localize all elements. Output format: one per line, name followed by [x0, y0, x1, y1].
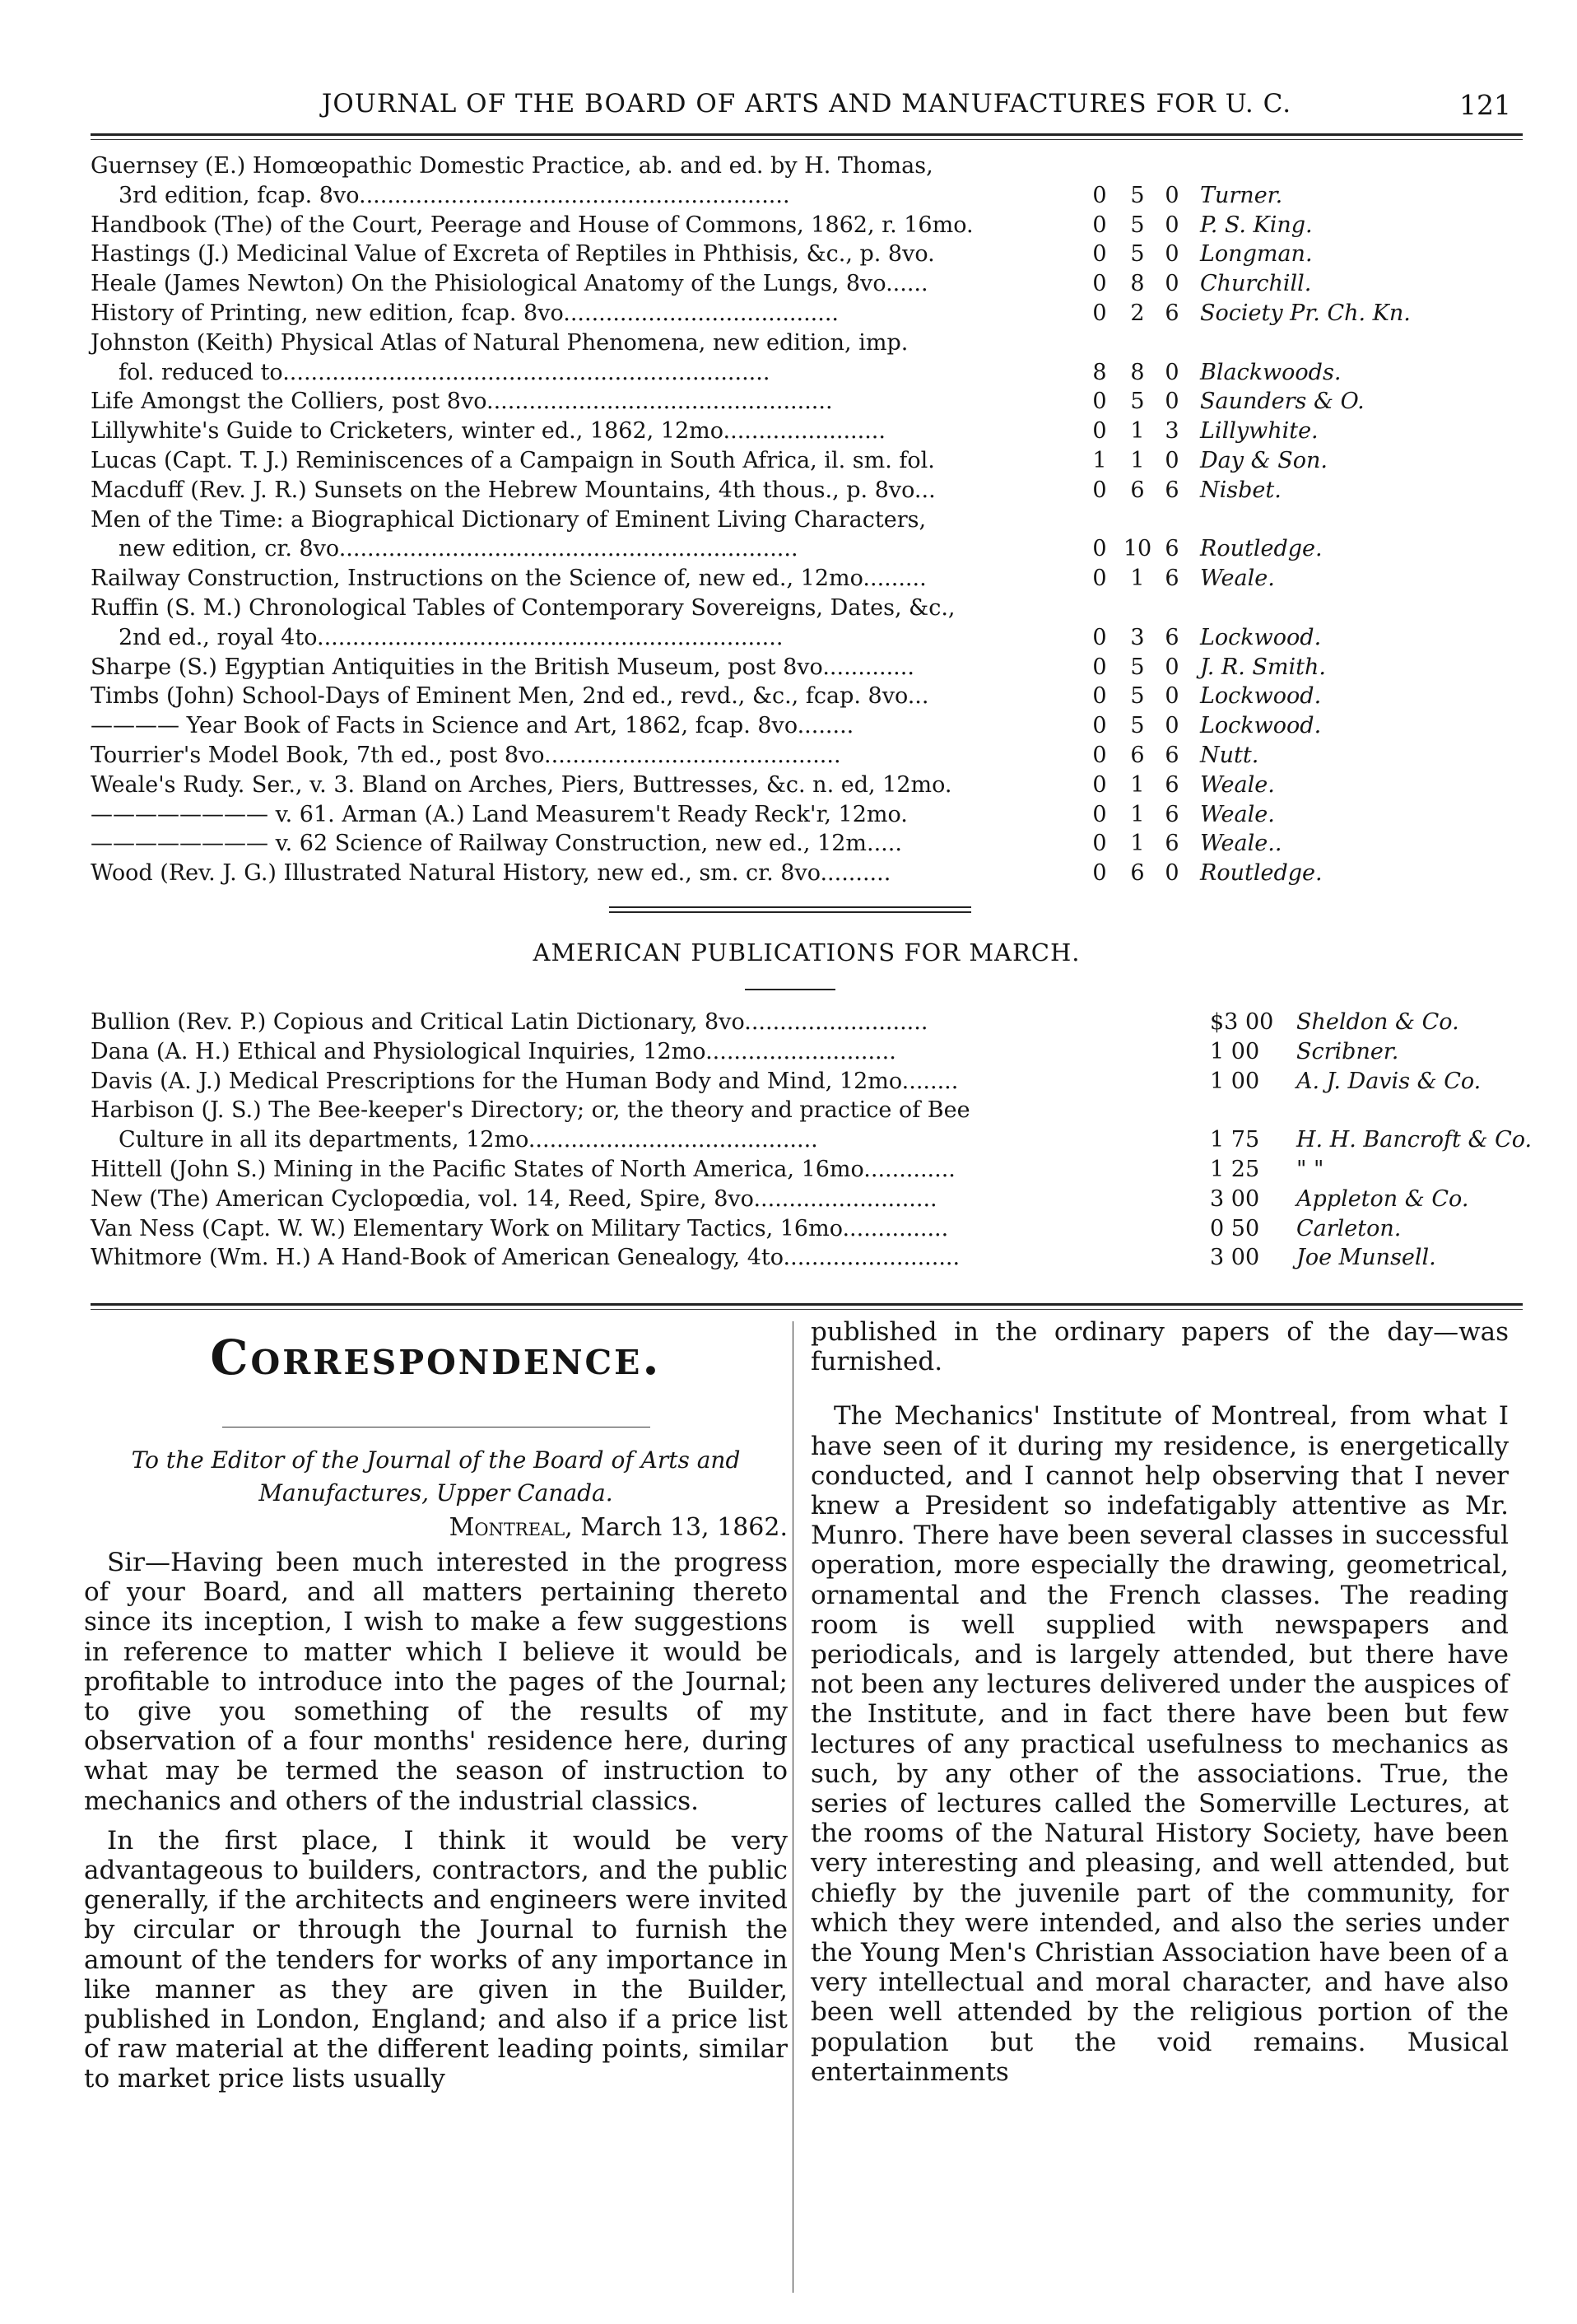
- publisher: Blackwoods.: [1200, 359, 1342, 385]
- list-item: [91, 741, 1523, 771]
- list-item: [91, 151, 1523, 211]
- price-pence: 3: [1165, 418, 1179, 445]
- section-divider-2: [609, 911, 971, 913]
- entry-title-line: Dana (A. H.) Ethical and Physiological Inquiries, 12mo...........................: [91, 1038, 896, 1064]
- letter-continuation: published in the ordinary papers of the day—was furnished.: [811, 1317, 1509, 1377]
- price-dollars: 1 75: [1210, 1127, 1260, 1153]
- price-shillings: 1: [1130, 771, 1145, 798]
- list-item: [91, 211, 1523, 240]
- entry-title: [91, 564, 1082, 594]
- entry-title-line: Lucas (Capt. T. J.) Reminiscences of a Campaign in South Africa, il. sm. fol.: [91, 447, 935, 473]
- price-pounds: 0: [1092, 771, 1107, 798]
- list-item: [91, 1185, 1523, 1214]
- publisher: " ": [1296, 1156, 1324, 1182]
- publisher: Longman.: [1200, 241, 1313, 268]
- price-shillings: 8: [1130, 271, 1145, 297]
- entry-title-line: ———— Year Book of Facts in Science and Art, 1862, fcap. 8vo........: [91, 713, 854, 739]
- price-pounds: 0: [1092, 300, 1107, 326]
- publisher: J. R. Smith.: [1200, 654, 1326, 680]
- section-rule: [91, 1303, 1523, 1306]
- entry-title: [91, 1008, 1206, 1037]
- entry-title-line: Handbook (The) of the Court, Peerage and House of Commons, 1862, r. 16mo.: [91, 212, 974, 238]
- publisher: Carleton.: [1296, 1215, 1402, 1241]
- entry-title: [91, 1096, 1206, 1155]
- publisher: Weale.: [1200, 801, 1275, 827]
- price-pence: 0: [1165, 654, 1179, 680]
- entry-title: [91, 446, 1082, 476]
- entry-title: [91, 1037, 1206, 1067]
- list-item: [91, 446, 1523, 476]
- list-item: [91, 1214, 1523, 1244]
- price-pounds: 0: [1092, 654, 1107, 680]
- price-pence: 6: [1165, 536, 1179, 562]
- publisher: Society Pr. Ch. Kn.: [1200, 300, 1411, 326]
- publisher: Joe Munsell.: [1296, 1245, 1436, 1271]
- publisher: Churchill.: [1200, 271, 1312, 297]
- price-dollars: 1 00: [1210, 1068, 1260, 1094]
- entry-title: [91, 240, 1082, 269]
- entry-title: [91, 682, 1082, 711]
- entry-title-continuation: Culture in all its departments, 12mo.........................................: [119, 1127, 818, 1153]
- price-pence: 6: [1165, 300, 1179, 326]
- entry-title-line: Heale (James Newton) On the Phisiological Anatomy of the Lungs, 8vo......: [91, 271, 928, 297]
- price-pence: 6: [1165, 771, 1179, 798]
- entry-title-line: Davis (A. J.) Medical Prescriptions for the Human Body and Mind, 12mo........: [91, 1068, 959, 1094]
- left-column: [84, 1321, 788, 2094]
- entry-title-line: Bullion (Rev. P.) Copious and Critical Latin Dictionary, 8vo..........................: [91, 1009, 928, 1035]
- entry-title-line: Hittell (John S.) Mining in the Pacific States of North America, 16mo.............: [91, 1156, 956, 1182]
- publisher: Weale.: [1200, 566, 1275, 592]
- price-pence: 6: [1165, 742, 1179, 768]
- price-pence: 0: [1165, 182, 1179, 208]
- dateline-date: March 13, 1862.: [580, 1513, 788, 1542]
- price-shillings: 5: [1130, 654, 1145, 680]
- publisher: Lockwood.: [1200, 713, 1322, 739]
- price-shillings: 1: [1130, 801, 1145, 827]
- publisher: Sheldon & Co.: [1296, 1009, 1459, 1035]
- publisher: Lillywhite.: [1200, 418, 1319, 445]
- price-shillings: 5: [1130, 713, 1145, 739]
- publisher: Nutt.: [1200, 742, 1259, 768]
- price-pounds: 0: [1092, 389, 1107, 415]
- american-heading: AMERICAN PUBLICATIONS FOR MARCH.: [533, 938, 1081, 966]
- price-pounds: 0: [1092, 801, 1107, 827]
- price-shillings: 5: [1130, 241, 1145, 268]
- entry-title: [91, 771, 1082, 800]
- list-item: [91, 564, 1523, 594]
- price-pence: 0: [1165, 212, 1179, 238]
- list-item: [91, 711, 1523, 741]
- entry-title: [91, 741, 1082, 771]
- entry-title-line: Life Amongst the Colliers, post 8vo.................................................: [91, 389, 833, 415]
- header-rule: [91, 133, 1523, 136]
- entry-title-continuation: fol. reduced to.....................................................................: [119, 359, 770, 385]
- entry-title-line: Johnston (Keith) Physical Atlas of Natural Phenomena, new edition, imp.: [91, 329, 909, 356]
- entry-title-line: History of Printing, new edition, fcap. 8vo.......................................: [91, 300, 839, 326]
- list-item: [91, 1037, 1523, 1067]
- entry-title-line: Sharpe (S.) Egyptian Antiquities in the British Museum, post 8vo.............: [91, 654, 914, 680]
- price-pounds: 1: [1092, 447, 1107, 473]
- list-item: [91, 1096, 1533, 1155]
- letter-paragraph-2: In the first place, I think it would be very advantageous to builders, contractors, and the public generally, if the architects and engineers were invited by circular or through the Journal to furnish the amount of the tenders for works of any importance in like manner as they are given in the Builder, published in London, England; and also if a price list of raw material at the different leading points, similar to market price lists usually: [84, 1825, 788, 2094]
- entry-title-line: Men of the Time: a Biographical Dictionary of Eminent Living Characters,: [91, 506, 927, 533]
- header-rule-thin: [91, 139, 1523, 140]
- letter-paragraph-1: Sir—Having been much interested in the progress of your Board, and all matters pertaining thereto since its inception, I wish to make a few suggestions in reference to matter which I believe it would be profitable to introduce into the pages of the Journal; to give you something of the results of my observation of a four months' residence here, during what may be termed the season of instruction to mechanics and others of the industrial classics.: [84, 1548, 788, 1816]
- price-dollars: 0 50: [1210, 1215, 1260, 1241]
- right-column: [811, 1317, 1509, 2087]
- list-item: [91, 653, 1523, 682]
- price-pence: 0: [1165, 713, 1179, 739]
- entry-title-line: Whitmore (Wm. H.) A Hand-Book of American Genealogy, 4to.........................: [91, 1245, 961, 1271]
- list-item: [91, 800, 1523, 830]
- publisher: Weale..: [1200, 831, 1282, 857]
- price-pence: 0: [1165, 683, 1179, 710]
- list-item: [91, 269, 1523, 299]
- publisher: Saunders & O.: [1200, 389, 1365, 415]
- price-shillings: 6: [1130, 477, 1145, 503]
- list-item: [91, 829, 1523, 859]
- entry-title-continuation: 2nd ed., royal 4to..................................................................: [119, 624, 784, 650]
- price-pounds: 0: [1092, 624, 1107, 650]
- list-item: [91, 417, 1523, 446]
- entry-title: [91, 1214, 1206, 1244]
- entry-title: [91, 859, 1082, 888]
- price-shillings: 8: [1130, 359, 1145, 385]
- price-pounds: 0: [1092, 271, 1107, 297]
- price-pounds: 0: [1092, 860, 1107, 887]
- entry-title-line: New (The) American Cyclopœdia, vol. 14, Reed, Spire, 8vo..........................: [91, 1185, 937, 1212]
- list-item: [91, 859, 1523, 888]
- entry-title-line: Ruffin (S. M.) Chronological Tables of Contemporary Sovereigns, Dates, &c.,: [91, 594, 956, 621]
- price-dollars: 3 00: [1210, 1245, 1260, 1271]
- section-rule-thin: [91, 1309, 1523, 1310]
- price-pence: 6: [1165, 477, 1179, 503]
- price-shillings: 3: [1130, 624, 1145, 650]
- price-pounds: 0: [1092, 182, 1107, 208]
- publisher: Day & Son.: [1200, 447, 1328, 473]
- price-shillings: 5: [1130, 389, 1145, 415]
- publisher: A. J. Davis & Co.: [1296, 1068, 1482, 1094]
- running-header: [91, 89, 1523, 130]
- letter-paragraph-3: The Mechanics' Institute of Montreal, from what I have seen of it during my residence, is energetically conducted, and I cannot help observing that I never knew a President so indefatigably attentive as Mr. Munro. There have been several classes in successful operation, more especially the drawing, geometrical, ornamental and the French classes. The reading room is well supplied with newspapers and periodicals, and is largely attended, but there have not been any lectures delivered under the auspices of the Institute, and in fact there have been but few lectures of any practical usefulness to mechanics as such, by any other of the associations. True, the series of lectures called the Somerville Lectures, at the rooms of the Natural History Society, have been very interesting and pleasing, and well attended, but chiefly by the juvenile part of the community, for which they were intended, and also the series under the Young Men's Christian Association have been of a very intellectual and moral character, and have also been well attended by the religious portion of the population but the void remains. Musical entertainments: [811, 1401, 1509, 2087]
- price-shillings: 10: [1123, 536, 1152, 562]
- entry-title: [91, 476, 1082, 505]
- publisher: Appleton & Co.: [1296, 1185, 1469, 1212]
- list-item: [91, 1243, 1523, 1273]
- price-dollars: 3 00: [1210, 1185, 1260, 1212]
- section-divider: [609, 906, 971, 908]
- price-pounds: 0: [1092, 241, 1107, 268]
- entry-title: [91, 1155, 1206, 1185]
- entry-title-line: Guernsey (E.) Homœopathic Domestic Practice, ab. and ed. by H. Thomas,: [91, 153, 933, 179]
- publisher: Nisbet.: [1200, 477, 1282, 503]
- list-item: [91, 594, 1523, 653]
- dateline-place: Montreal,: [449, 1513, 573, 1542]
- list-item: [91, 299, 1523, 328]
- price-dollars: 1 25: [1210, 1156, 1260, 1182]
- heading-underline: [745, 989, 835, 990]
- entry-title-line: Lillywhite's Guide to Cricketers, winter ed., 1862, 12mo.......................: [91, 418, 886, 445]
- price-pence: 0: [1165, 860, 1179, 887]
- price-pence: 0: [1165, 359, 1179, 385]
- entry-title: [91, 711, 1082, 741]
- publisher: Scribner.: [1296, 1038, 1399, 1064]
- publisher: Routledge.: [1200, 860, 1323, 887]
- price-pounds: 0: [1092, 683, 1107, 710]
- publisher: H. H. Bancroft & Co.: [1296, 1127, 1533, 1153]
- entry-title: [91, 505, 1082, 565]
- publisher: Lockwood.: [1200, 624, 1322, 650]
- entry-title-line: Wood (Rev. J. G.) Illustrated Natural History, new ed., sm. cr. 8vo..........: [91, 860, 891, 887]
- entry-title: [91, 829, 1082, 859]
- journal-title: JOURNAL OF THE BOARD OF ARTS AND MANUFACTURES FOR U. C.: [321, 89, 1292, 119]
- price-pounds: 8: [1092, 359, 1107, 385]
- entry-title: [91, 299, 1082, 328]
- price-pence: 6: [1165, 566, 1179, 592]
- price-pounds: 0: [1092, 536, 1107, 562]
- publisher: Routledge.: [1200, 536, 1323, 562]
- price-pence: 6: [1165, 831, 1179, 857]
- entry-title-line: Timbs (John) School-Days of Eminent Men, 2nd ed., revd., &c., fcap. 8vo...: [91, 683, 929, 710]
- price-pence: 0: [1165, 447, 1179, 473]
- price-dollars: 1 00: [1210, 1038, 1260, 1064]
- price-shillings: 5: [1130, 683, 1145, 710]
- entry-title: [91, 1185, 1206, 1214]
- price-pence: 0: [1165, 241, 1179, 268]
- entry-title: [91, 1067, 1206, 1097]
- price-shillings: 5: [1130, 182, 1145, 208]
- entry-title-line: Harbison (J. S.) The Bee-keeper's Directory; or, the theory and practice of Bee: [91, 1097, 970, 1124]
- entry-title-continuation: 3rd edition, fcap. 8vo.............................................................: [119, 182, 790, 208]
- entry-title: [91, 800, 1082, 830]
- price-shillings: 6: [1130, 742, 1145, 768]
- entry-title-line: Hastings (J.) Medicinal Value of Excreta of Reptiles in Phthisis, &c., p. 8vo.: [91, 241, 935, 268]
- price-pounds: 0: [1092, 742, 1107, 768]
- entry-title: [91, 211, 1082, 240]
- list-item: [91, 1008, 1523, 1037]
- entry-title: [91, 594, 1082, 653]
- to-editor-line: To the Editor of the Journal of the Board of Arts and Manufactures, Upper Canada.: [131, 1446, 741, 1507]
- list-item: [91, 387, 1523, 417]
- price-shillings: 1: [1130, 566, 1145, 592]
- page-number: 121: [1459, 89, 1511, 121]
- list-item: [91, 505, 1523, 565]
- publisher: Lockwood.: [1200, 683, 1322, 710]
- publisher: Turner.: [1200, 182, 1283, 208]
- price-pounds: 0: [1092, 418, 1107, 445]
- entry-title-line: ———————— v. 61. Arman (A.) Land Measurem't Ready Reck'r, 12mo.: [91, 801, 908, 827]
- price-shillings: 1: [1130, 418, 1145, 445]
- entry-title-line: Van Ness (Capt. W. W.) Elementary Work on Military Tactics, 16mo...............: [91, 1215, 949, 1241]
- letter-dateline: [84, 1511, 788, 1544]
- price-pounds: 0: [1092, 212, 1107, 238]
- price-shillings: 2: [1130, 300, 1145, 326]
- price-pounds: 0: [1092, 831, 1107, 857]
- price-pounds: 0: [1092, 477, 1107, 503]
- list-item: [91, 328, 1523, 388]
- entry-title-line: Weale's Rudy. Ser., v. 3. Bland on Arches, Piers, Buttresses, &c. n. ed, 12mo.: [91, 771, 952, 798]
- entry-title-line: Railway Construction, Instructions on the Science of, new ed., 12mo.........: [91, 566, 927, 592]
- entry-title-line: Macduff (Rev. J. R.) Sunsets on the Hebrew Mountains, 4th thous., p. 8vo...: [91, 477, 936, 503]
- price-pounds: 0: [1092, 713, 1107, 739]
- price-pence: 6: [1165, 801, 1179, 827]
- entry-title: [91, 269, 1082, 299]
- entry-title: [91, 653, 1082, 682]
- entry-title-continuation: new edition, cr. 8vo.................................................................: [119, 536, 798, 562]
- british-publications-list: [91, 151, 1523, 888]
- list-item: [91, 476, 1523, 505]
- list-item: [91, 1067, 1523, 1097]
- entry-title-line: Tourrier's Model Book, 7th ed., post 8vo..........................................: [91, 742, 841, 768]
- american-publications-list: [91, 1008, 1533, 1273]
- correspondence-heading: Correspondence.: [210, 1330, 662, 1386]
- entry-title: [91, 417, 1082, 446]
- price-shillings: 1: [1130, 447, 1145, 473]
- publisher: Weale.: [1200, 771, 1275, 798]
- list-item: [91, 1155, 1523, 1185]
- price-pence: 0: [1165, 271, 1179, 297]
- entry-title: [91, 1243, 1206, 1273]
- entry-title: [91, 151, 1082, 211]
- list-item: [91, 240, 1523, 269]
- price-shillings: 5: [1130, 212, 1145, 238]
- publisher: P. S. King.: [1200, 212, 1313, 238]
- price-shillings: 6: [1130, 860, 1145, 887]
- price-pounds: 0: [1092, 566, 1107, 592]
- list-item: [91, 682, 1523, 711]
- price-pence: 0: [1165, 389, 1179, 415]
- entry-title: [91, 387, 1082, 417]
- price-shillings: 1: [1130, 831, 1145, 857]
- entry-title: [91, 328, 1082, 388]
- price-pence: 6: [1165, 624, 1179, 650]
- entry-title-line: ———————— v. 62 Science of Railway Construction, new ed., 12m.....: [91, 831, 902, 857]
- price-dollars: $3 00: [1210, 1009, 1274, 1035]
- list-item: [91, 771, 1523, 800]
